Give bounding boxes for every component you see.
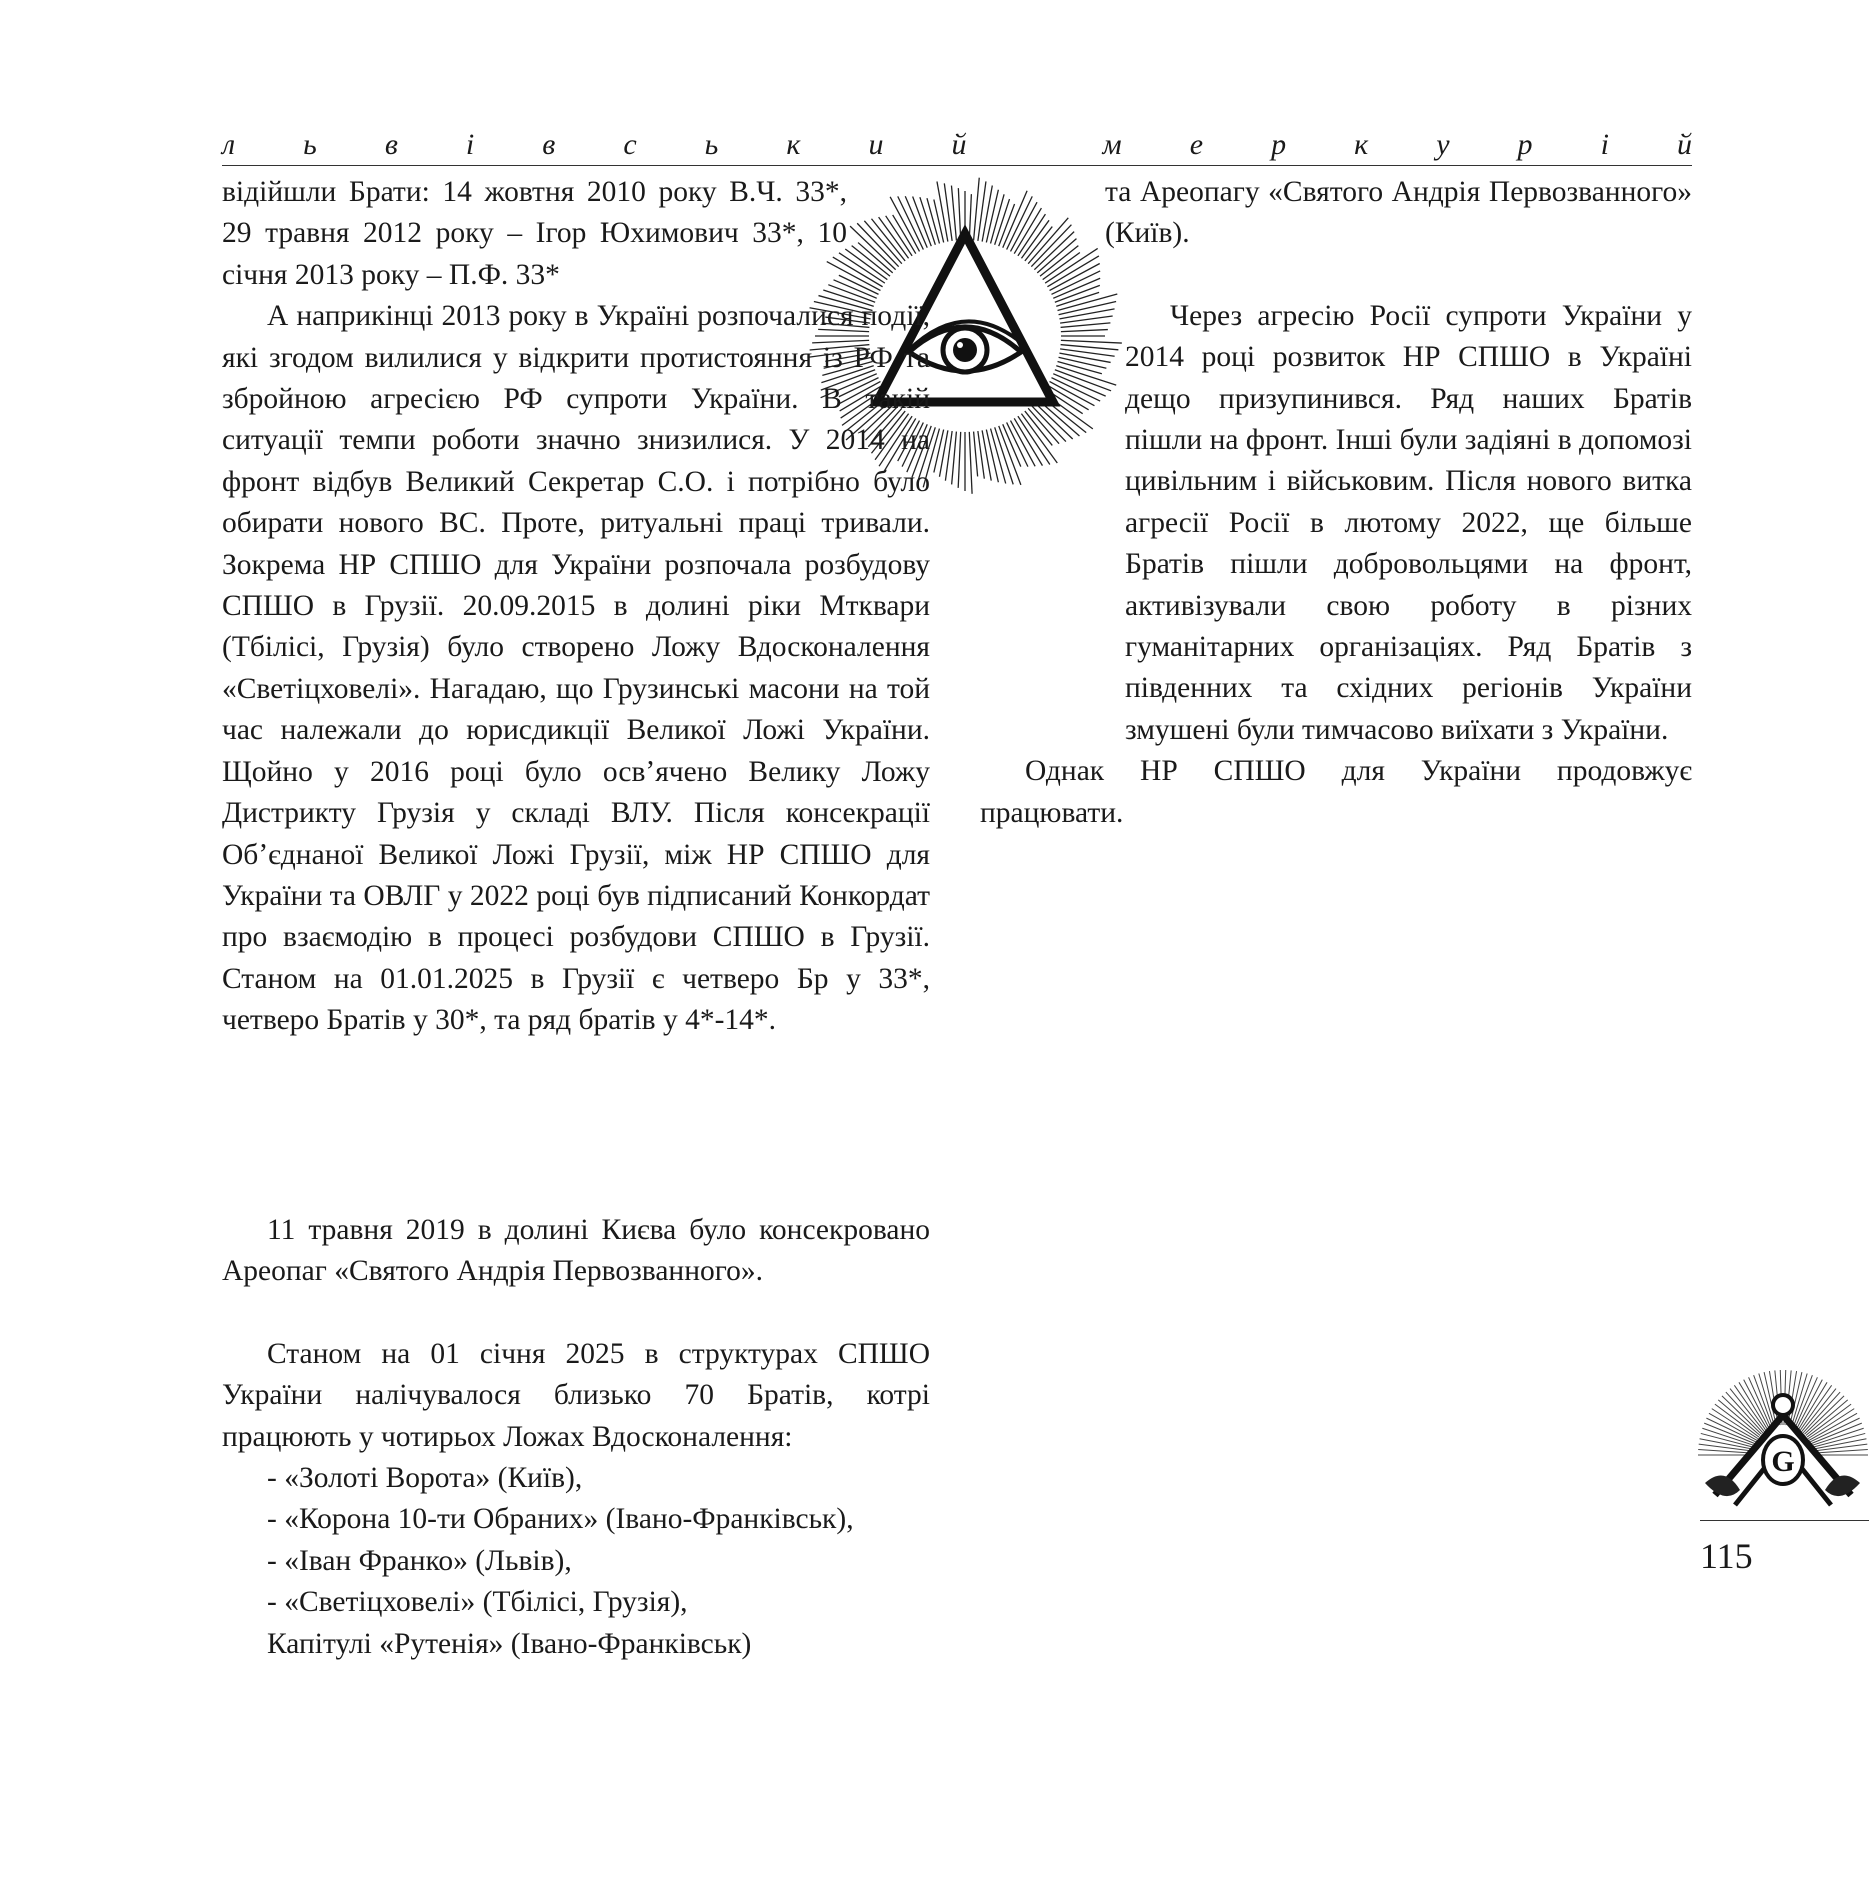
header-letter: й: [951, 128, 967, 161]
left-continuation: відійшли Брати: 14 жовтня 2010 року В.Ч. 33*, 29 травня 2012 року – Ігор Юхимович 33*, 10 січня 2013 року – П.Ф. 33*: [222, 176, 847, 291]
header-letter: с: [623, 128, 637, 161]
right-paragraph-2: Однак НР СПШО для України продовжує працювати.: [980, 755, 1692, 829]
corner-letter: G: [1771, 1445, 1795, 1478]
header-letter: р: [1271, 128, 1287, 161]
lodge-list-item: - «Светіцховелі» (Тбілісі, Грузія),: [267, 1586, 688, 1619]
lodge-list-item: - «Золоті Ворота» (Київ),: [267, 1462, 583, 1495]
footer-rule: [1700, 1520, 1869, 1521]
left-column: [222, 172, 930, 1042]
header-letter: к: [786, 128, 801, 161]
left-paragraph-1: А наприкінці 2013 року в Україні розпочалися події, які згодом вилилися у відкрити протистояння із РФ та збройною агресією РФ супроти України. В такій ситуації темпи роботи значно знизилися. У 2014 на фронт відбув Великий Секретар С.О. і потрібно було обирати нового ВС. Проте, ритуальні праці тривали. Зокрема НР СПШО для України розпочала розбудову СПШО в Грузії. 20.09.2015 в долині ріки Мтквари (Тбілісі, Грузія) було створено Ложу Вдосконалення «Светіцховелі». Нагадаю, що Грузинські масони на той час належали до юрисдикції Великої Ложі України. Щойно у 2016 році було освʼячено Велику Ложу Дистрикту Грузія у складі ВЛУ. Після консекрації Обʼєднаної Великої Ложі Грузії, між НР СПШО для України та ОВЛГ у 2022 році був підписаний Конкордат про взаємодію в процесі розбудови СПШО в Грузії. Станом на 01.01.2025 в Грузії є четверо Бр у 33*, четверо Братів у 30*, та ряд братів у 4*-14*.: [222, 300, 930, 1037]
header-letter: і: [465, 128, 475, 161]
header-letter: и: [868, 128, 884, 161]
right-continuation: та Ареопагу «Святого Андрія Первозванного» (Київ).: [1105, 176, 1692, 250]
header-letter: й: [1676, 128, 1692, 161]
lodge-list-item: - «Корона 10-ти Обраних» (Івано-Франківськ),: [267, 1503, 854, 1536]
right-column: [980, 172, 1692, 834]
header-letter: ь: [303, 128, 317, 161]
header-letter: е: [1189, 128, 1204, 161]
header-letter: в: [542, 128, 556, 161]
header-rule: [222, 165, 1692, 166]
chapter-line: Капітулі «Рутенія» (Івано-Франківськ): [267, 1627, 752, 1660]
lodge-list-item: - «Іван Франко» (Львів),: [267, 1544, 572, 1577]
header-letter: к: [1354, 128, 1369, 161]
header-letter: в: [384, 128, 398, 161]
left-column-lower: [222, 1210, 930, 1665]
header-letter: ь: [704, 128, 719, 161]
left-paragraph-2: 11 травня 2019 в долині Києва було консекровано Ареопаг «Святого Андрія Первозванного».: [222, 1214, 930, 1288]
header-letter: р: [1517, 128, 1533, 161]
square-and-compass-icon: [1695, 1355, 1869, 1530]
header-letter: л: [222, 128, 236, 161]
page-number: 115: [1700, 1536, 1753, 1576]
header-letter: у: [1436, 128, 1450, 161]
left-paragraph-3: Станом на 01 січня 2025 в структурах СПШО України налічувалося близько 70 Братів, котрі працюють у чотирьох Ложах Вдосконалення:: [222, 1337, 930, 1453]
header-letter: м: [1102, 128, 1122, 161]
running-header: [222, 128, 1692, 162]
right-paragraph-1: Через агресію Росії супроти України у 2014 році розвиток НР СПШО в Україні дещо призупинився. Ряд наших Братів пішли на фронт. Інші були задіяні в допомозі цивільним і військовим. Після нового витка агресії Росії в лютому 2022, ще більше Братів пішли добровольцями на фронт, активізували свою роботу в різних гуманітарних організаціях. Ряд Братів з південних та східних регіонів України змушені були тимчасово виїхати з України.: [1125, 299, 1692, 746]
header-letter: і: [1600, 128, 1609, 161]
